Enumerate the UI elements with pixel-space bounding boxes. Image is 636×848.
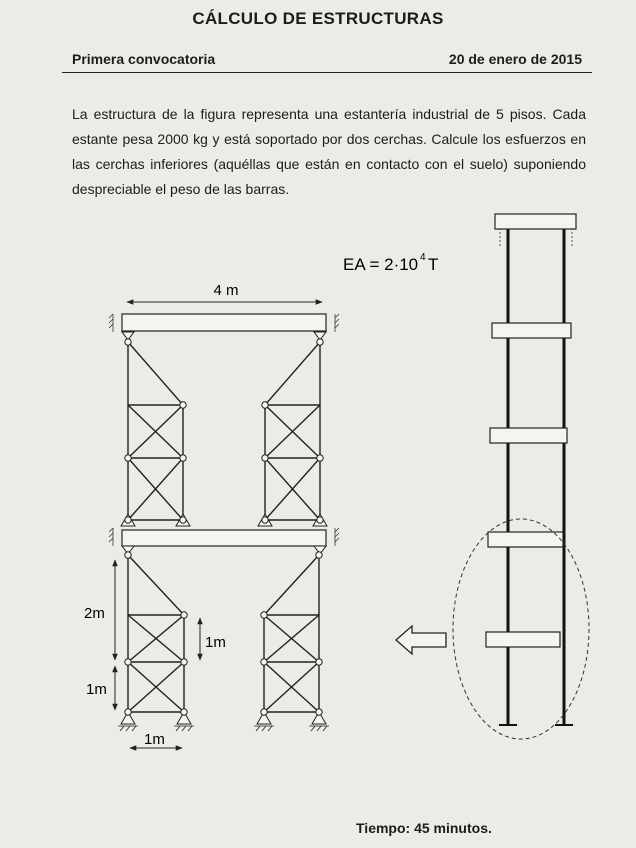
- dim-1m-bottom: [130, 731, 182, 748]
- ea-base: EA = 2·10: [343, 255, 419, 274]
- upper-shelf: [109, 314, 339, 332]
- dim-2m: [84, 560, 115, 660]
- truss-joints: [125, 339, 323, 715]
- dim-1m-right-label: 1m: [205, 634, 226, 651]
- ea-label: [343, 252, 438, 274]
- page-title: CÁLCULO DE ESTRUCTURAS: [192, 9, 444, 28]
- upper-right-truss: [265, 342, 320, 520]
- dim-1m-bottom-label: 1m: [144, 731, 165, 748]
- dim-width-label: 4 m: [213, 282, 239, 299]
- ground-supports: [118, 712, 329, 731]
- ea-unit: T: [428, 255, 439, 274]
- dim-1m-left-label: 1m: [86, 681, 107, 698]
- view-arrow: [396, 626, 446, 654]
- rack-side-view: [453, 214, 589, 739]
- dim-1m-left: [86, 666, 115, 710]
- dim-2m-label: 2m: [84, 605, 105, 622]
- exam-time: Tiempo: 45 minutos.: [356, 820, 492, 836]
- exam-date: 20 de enero de 2015: [448, 51, 582, 67]
- dim-1m-right: [200, 618, 226, 660]
- lower-right-truss: [264, 555, 319, 712]
- dim-width: [127, 282, 322, 302]
- lower-left-truss: [128, 555, 184, 712]
- lower-shelf: [109, 528, 339, 554]
- ea-exponent: 4: [420, 252, 426, 263]
- exam-session: Primera convocatoria: [72, 51, 216, 67]
- problem-statement: La estructura de la figura representa una estantería industrial de 5 pisos. Cada estante pesa 2000 kg y está soportado por dos cerchas. Calcule los esfuerzos en las cerchas inferiores (aquéllas que están en contacto con el suelo) suponiendo despreciable el peso de las barras.: [72, 106, 586, 197]
- upper-left-truss: [128, 342, 183, 520]
